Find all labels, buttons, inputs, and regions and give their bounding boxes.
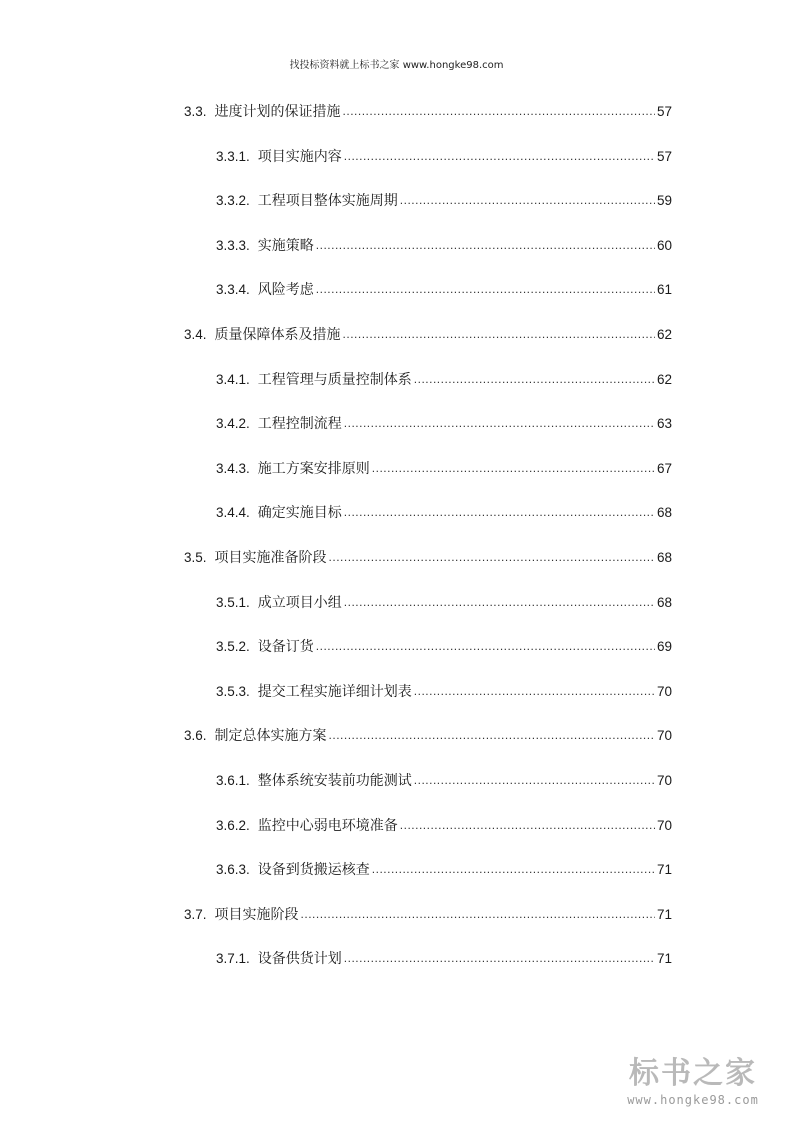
toc-entry-page: 62 [656, 326, 672, 342]
toc-entry-number: 3.3. [184, 104, 207, 119]
toc-entry-number: 3.6.3. [216, 862, 250, 878]
toc-entry-title: 工程管理与质量控制体系 [257, 371, 412, 388]
toc-entry[interactable] [184, 98, 672, 143]
toc-entry-title: 制定总体实施方案 [214, 728, 327, 745]
toc-entry-title: 设备供货计划 [257, 951, 342, 968]
toc-entry[interactable] [184, 499, 672, 544]
toc-entry-title: 确定实施目标 [257, 505, 342, 522]
toc-entry-number: 3.3.4. [216, 282, 250, 298]
toc-entry-number: 3.5.1. [216, 594, 250, 610]
toc-entry-page: 67 [656, 460, 672, 476]
toc-entry-title: 项目实施准备阶段 [214, 549, 327, 566]
toc-entry-number: 3.4.2. [216, 416, 250, 432]
toc-entry-page: 57 [656, 148, 672, 164]
toc-entry[interactable] [184, 143, 672, 188]
toc-dot-leader [344, 588, 655, 616]
toc-entry-number: 3.6.1. [216, 772, 250, 788]
toc-entry-number: 3.3.2. [216, 193, 250, 209]
toc-entry-page: 69 [656, 639, 672, 655]
toc-dot-leader [400, 811, 655, 839]
toc-dot-leader [316, 275, 655, 303]
toc-entry-title: 质量保障体系及措施 [214, 326, 341, 343]
toc-entry-page: 57 [656, 104, 672, 119]
toc-dot-leader [301, 900, 655, 928]
toc-entry-title: 工程项目整体实施周期 [257, 193, 398, 210]
toc-entry[interactable] [184, 187, 672, 232]
toc-entry[interactable] [184, 722, 672, 767]
toc-entry-page: 59 [656, 193, 672, 209]
toc-dot-leader [414, 365, 655, 393]
toc-entry-title: 项目实施阶段 [214, 906, 299, 923]
toc-entry-page: 71 [656, 862, 672, 878]
watermark [613, 1056, 773, 1108]
toc-dot-leader [372, 855, 655, 883]
toc-entry-number: 3.6.2. [216, 817, 250, 833]
toc-entry-number: 3.3.3. [216, 237, 250, 253]
toc-dot-leader [329, 543, 655, 571]
toc-dot-leader [329, 721, 655, 749]
toc-entry-page: 60 [656, 237, 672, 253]
toc-entry[interactable] [184, 767, 672, 812]
toc-dot-leader [343, 97, 655, 125]
toc-entry-title: 实施策略 [257, 237, 314, 254]
toc-entry[interactable] [184, 633, 672, 678]
toc-dot-leader [344, 409, 655, 437]
toc-dot-leader [344, 944, 655, 972]
toc-dot-leader [372, 454, 655, 482]
toc-dot-leader [414, 766, 655, 794]
toc-entry-number: 3.7. [184, 906, 207, 922]
toc-entry-title: 成立项目小组 [257, 594, 342, 611]
toc-dot-leader [414, 677, 655, 705]
toc-entry-title: 工程控制流程 [257, 416, 342, 433]
toc-entry-page: 62 [656, 371, 672, 387]
toc-entry-page: 68 [656, 594, 672, 610]
toc-entry-page: 70 [656, 728, 672, 744]
toc-entry-page: 70 [656, 817, 672, 833]
toc-entry-title: 整体系统安装前功能测试 [257, 772, 412, 789]
toc-entry-number: 3.6. [184, 728, 207, 744]
toc-entry[interactable] [184, 544, 672, 589]
toc-entry-number: 3.4.4. [216, 505, 250, 521]
toc-entry[interactable] [184, 856, 672, 901]
toc-entry[interactable] [184, 678, 672, 723]
toc-entry[interactable] [184, 232, 672, 277]
toc-dot-leader [316, 632, 655, 660]
toc-entry-page: 70 [656, 772, 672, 788]
toc-entry-number: 3.5.2. [216, 639, 250, 655]
toc-entry[interactable] [184, 366, 672, 411]
toc-dot-leader [344, 498, 655, 526]
toc-entry-title: 提交工程实施详细计划表 [257, 683, 412, 700]
toc-entry-title: 施工方案安排原则 [257, 460, 370, 477]
toc-dot-leader [344, 142, 655, 170]
toc-entry[interactable] [184, 455, 672, 500]
watermark-logo: 标书之家 [629, 1056, 757, 1091]
toc-entry[interactable] [184, 812, 672, 857]
toc-entry[interactable] [184, 589, 672, 634]
watermark-url: www.hongke98.com [627, 1093, 759, 1107]
toc-entry-number: 3.5.3. [216, 683, 250, 699]
toc-entry-page: 71 [656, 906, 672, 922]
toc-entry[interactable] [184, 901, 672, 946]
toc-dot-leader [316, 231, 655, 259]
toc-entry-page: 61 [656, 282, 672, 298]
toc-entry-title: 设备订货 [257, 639, 314, 656]
table-of-contents [184, 98, 672, 990]
toc-entry-title: 风险考虑 [257, 282, 314, 299]
toc-dot-leader [343, 320, 655, 348]
toc-entry-title: 项目实施内容 [257, 148, 342, 165]
toc-entry[interactable] [184, 945, 672, 990]
page-header: 找投标资料就上标书之家 www.hongke98.com [289, 60, 504, 71]
toc-entry-number: 3.4. [184, 326, 207, 342]
toc-entry[interactable] [184, 321, 672, 366]
toc-entry-page: 63 [656, 416, 672, 432]
toc-entry-number: 3.3.1. [216, 148, 250, 164]
toc-entry-title: 设备到货搬运核查 [257, 862, 370, 879]
toc-entry-page: 71 [656, 951, 672, 967]
toc-entry-number: 3.4.3. [216, 460, 250, 476]
toc-entry-page: 68 [656, 549, 672, 565]
toc-entry-number: 3.7.1. [216, 951, 250, 967]
toc-entry-page: 68 [656, 505, 672, 521]
toc-entry[interactable] [184, 410, 672, 455]
toc-entry[interactable] [184, 276, 672, 321]
toc-entry-page: 70 [656, 683, 672, 699]
toc-entry-title: 进度计划的保证措施 [214, 104, 341, 120]
toc-entry-title: 监控中心弱电环境准备 [257, 817, 398, 834]
toc-entry-number: 3.4.1. [216, 371, 250, 387]
toc-entry-number: 3.5. [184, 549, 207, 565]
toc-dot-leader [400, 186, 655, 214]
